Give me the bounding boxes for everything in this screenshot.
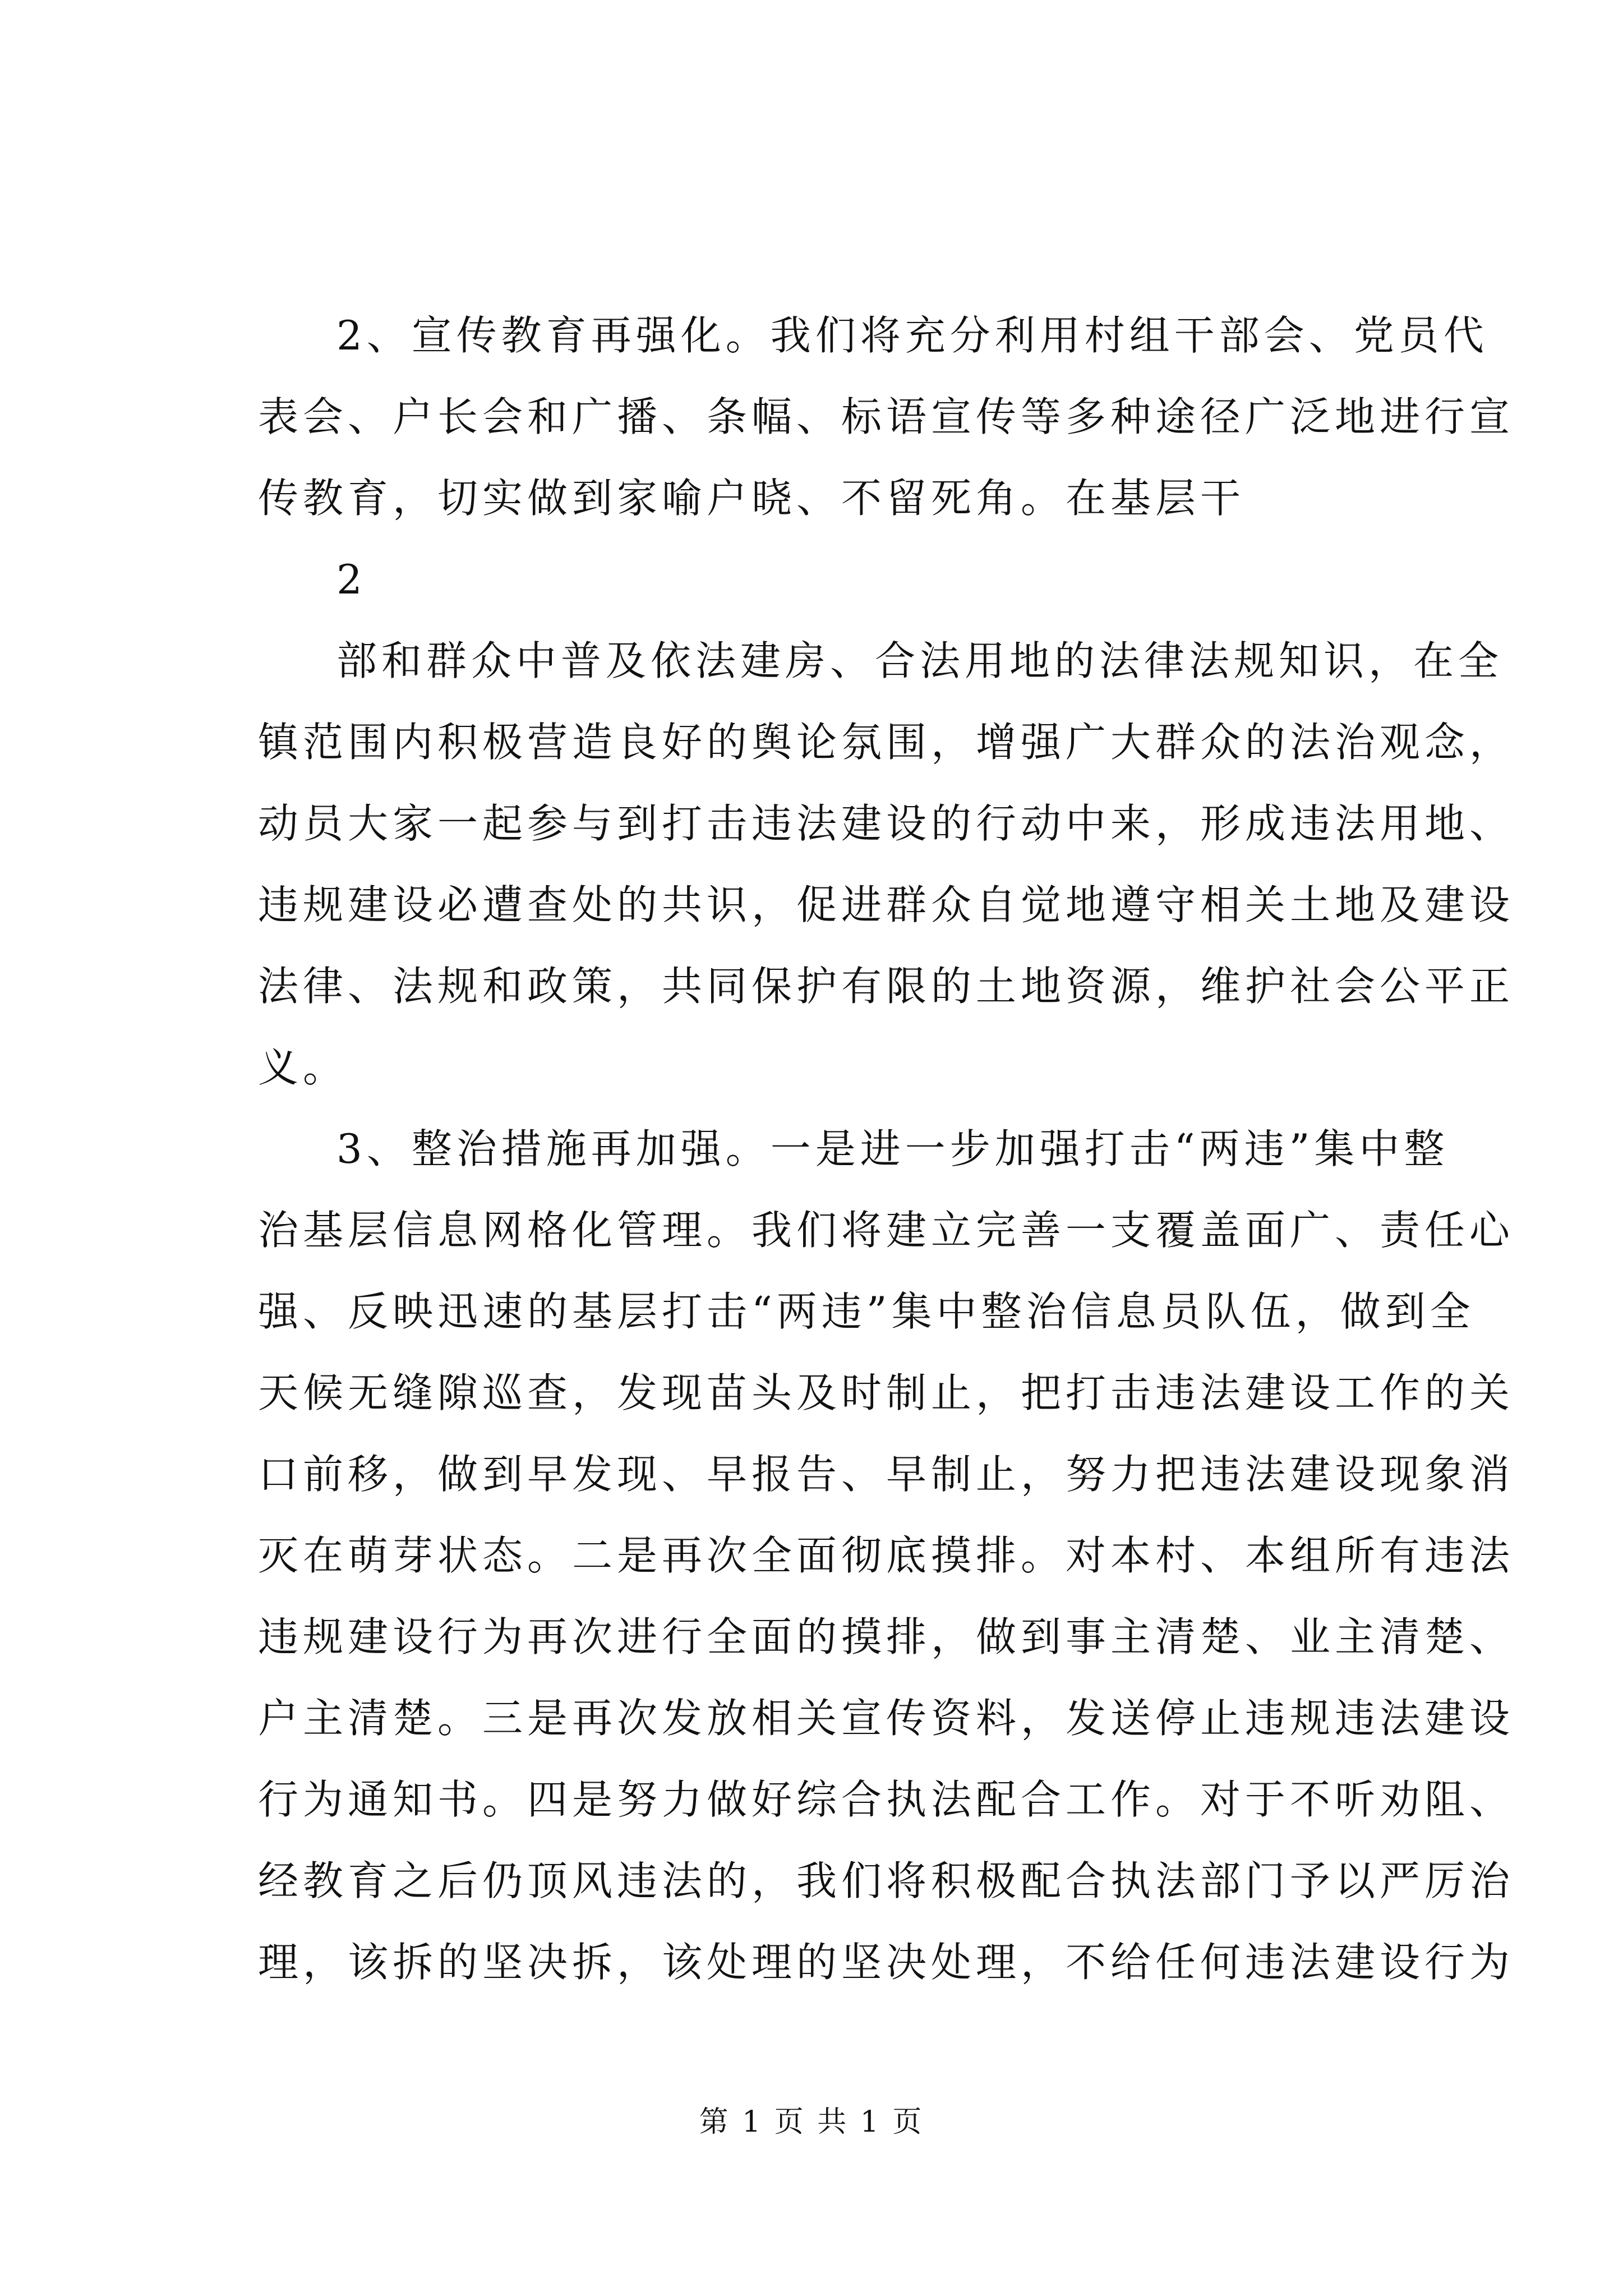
continued-line: 违规建设必遭查处的共识，促进群众自觉地遵守相关土地及建设 — [258, 881, 1515, 928]
paragraph-3-line: 违规建设行为再次进行全面的摸排，做到事主清楚、业主清楚、 — [258, 1613, 1515, 1660]
paragraph-3-line: 3、整治措施再加强。一是进一步加强打击“两违”集中整 — [336, 1125, 1449, 1172]
page-footer: 第 1 页 共 1 页 — [699, 2105, 924, 2139]
paragraph-3-line: 强、反映迅速的基层打击“两违”集中整治信息员队伍，做到全 — [258, 1288, 1475, 1335]
paragraph-3-line: 经教育之后仍顶风违法的，我们将积极配合执法部门予以严厉治 — [258, 1857, 1515, 1904]
paragraph-3-line: 灭在萌芽状态。二是再次全面彻底摸排。对本村、本组所有违法 — [258, 1532, 1515, 1579]
continued-line: 动员大家一起参与到打击违法建设的行动中来，形成违法用地、 — [258, 800, 1515, 847]
continued-line: 镇范围内积极营造良好的舆论氛围，增强广大群众的法治观念， — [258, 719, 1515, 766]
paragraph-2-line: 传教育，切实做到家喻户晓、不留死角。在基层干 — [258, 475, 1246, 522]
continued-line: 部和群众中普及依法建房、合法用地的法律法规知识，在全 — [336, 637, 1504, 684]
paragraph-3-line: 治基层信息网格化管理。我们将建立完善一支覆盖面广、责任心 — [258, 1207, 1515, 1254]
page-marker: 2 — [336, 556, 362, 603]
continued-line: 义。 — [258, 1044, 348, 1091]
paragraph-2-line: 2、宣传教育再强化。我们将充分利用村组干部会、党员代 — [336, 312, 1488, 359]
paragraph-3-line: 行为通知书。四是努力做好综合执法配合工作。对于不听劝阻、 — [258, 1776, 1515, 1823]
paragraph-2-line: 表会、户长会和广播、条幅、标语宣传等多种途径广泛地进行宣 — [258, 393, 1515, 440]
continued-line: 法律、法规和政策，共同保护有限的土地资源，维护社会公平正 — [258, 963, 1515, 1010]
paragraph-3-line: 理，该拆的坚决拆，该处理的坚决处理，不给任何违法建设行为 — [258, 1939, 1515, 1986]
paragraph-3-line: 口前移，做到早发现、早报告、早制止，努力把违法建设现象消 — [258, 1451, 1515, 1498]
paragraph-3-line: 户主清楚。三是再次发放相关宣传资料，发送停止违规违法建设 — [258, 1695, 1515, 1742]
paragraph-3-line: 天候无缝隙巡查，发现苗头及时制止，把打击违法建设工作的关 — [258, 1369, 1515, 1416]
